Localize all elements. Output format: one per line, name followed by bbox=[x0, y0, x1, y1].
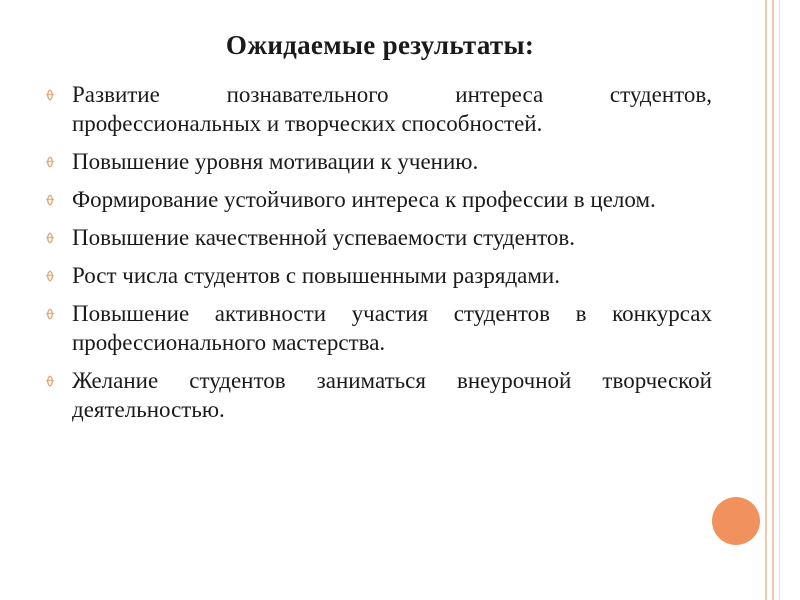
list-item-text: Повышение качественной успеваемости студентов. bbox=[72, 225, 575, 250]
list-item-text: Повышение уровня мотивации к учению. bbox=[72, 149, 479, 174]
ornate-bullet-icon bbox=[44, 270, 56, 282]
list-item bbox=[42, 80, 712, 138]
ornate-bullet-icon bbox=[44, 89, 56, 101]
list-item-text: Формирование устойчивого интереса к профессии в целом. bbox=[72, 187, 656, 212]
ornate-bullet-icon bbox=[44, 232, 56, 244]
ornate-bullet-icon bbox=[44, 308, 56, 320]
results-list bbox=[42, 80, 712, 433]
ornate-bullet-icon bbox=[44, 194, 56, 206]
decorative-border-line bbox=[779, 0, 780, 600]
list-item bbox=[42, 366, 712, 424]
list-item bbox=[42, 261, 712, 290]
decorative-circle bbox=[712, 497, 760, 545]
decorative-border-line bbox=[765, 0, 767, 600]
slide-title: Ожидаемые результаты: bbox=[225, 30, 535, 60]
ornate-bullet-icon bbox=[44, 375, 56, 387]
list-item bbox=[42, 147, 712, 176]
list-item bbox=[42, 223, 712, 252]
list-item-text: Рост числа студентов с повышенными разрядами. bbox=[72, 263, 560, 288]
ornate-bullet-icon bbox=[44, 156, 56, 168]
list-item-text: Развитие познавательного интереса студентов, профессиональных и творческих способностей. bbox=[72, 82, 712, 136]
decorative-border-line bbox=[772, 0, 774, 600]
list-item bbox=[42, 299, 712, 357]
list-item-text: Желание студентов заниматься внеурочной творческой деятельностью. bbox=[72, 368, 712, 422]
list-item-text: Повышение активности участия студентов в конкурсах профессионального мастерства. bbox=[72, 301, 712, 355]
list-item bbox=[42, 185, 712, 214]
